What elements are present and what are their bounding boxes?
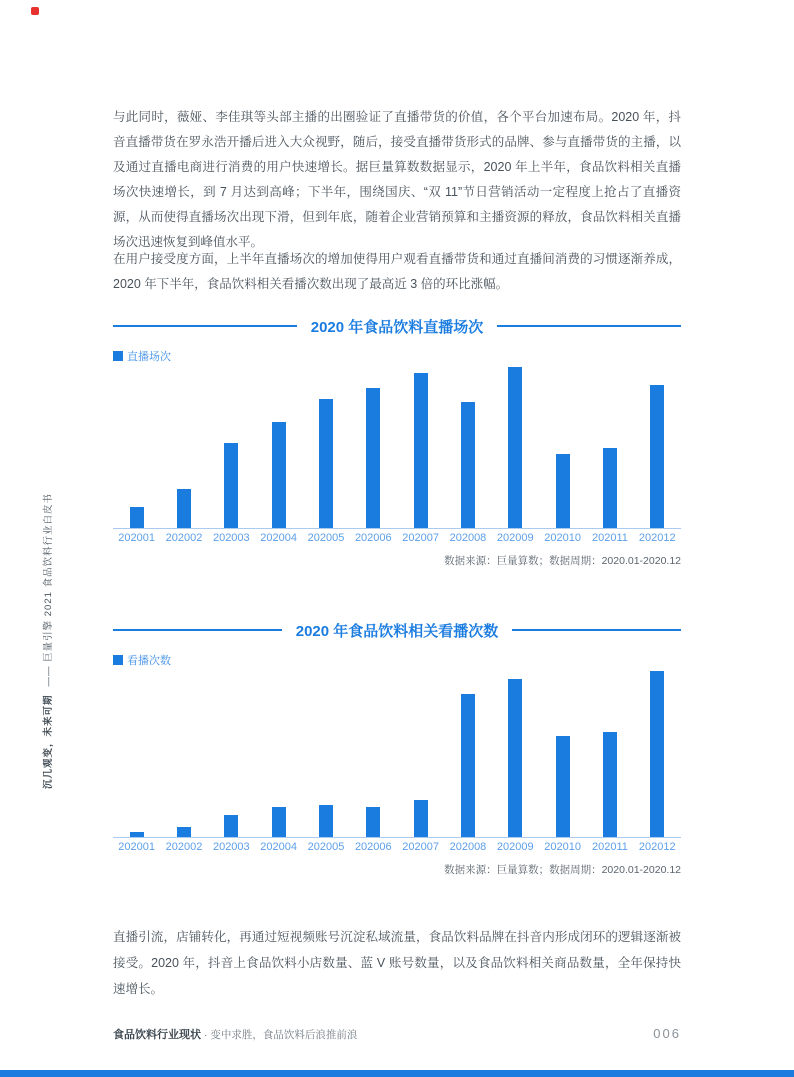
x-tick-label: 202002 bbox=[165, 841, 203, 853]
title-rule-right-icon bbox=[497, 325, 681, 327]
bar-202005 bbox=[319, 805, 333, 837]
chart-title-row bbox=[113, 620, 681, 640]
x-tick-label: 202008 bbox=[449, 532, 487, 544]
bar-202004 bbox=[272, 807, 286, 837]
x-tick-label: 202004 bbox=[260, 532, 297, 544]
bar-202012 bbox=[650, 385, 664, 528]
x-tick-label: 202011 bbox=[592, 532, 628, 544]
bar-column bbox=[586, 367, 633, 528]
bar-plot bbox=[113, 671, 681, 838]
bar-202002 bbox=[177, 489, 191, 528]
x-tick-label: 202008 bbox=[449, 841, 487, 853]
x-tick-label: 202006 bbox=[354, 841, 392, 853]
bar-column bbox=[634, 367, 681, 528]
bar-202007 bbox=[414, 373, 428, 528]
bar-column bbox=[255, 671, 302, 837]
bar-202007 bbox=[414, 800, 428, 837]
report-title: 沉几观变，未来可期 bbox=[43, 694, 54, 790]
x-tick-label: 202010 bbox=[544, 532, 581, 544]
bar-column bbox=[255, 367, 302, 528]
x-tick-label: 202009 bbox=[496, 532, 534, 544]
bar-202003 bbox=[224, 443, 238, 528]
brand-logo-mark bbox=[31, 7, 39, 15]
x-axis-labels bbox=[113, 841, 681, 853]
x-tick-label: 202010 bbox=[544, 841, 581, 853]
legend-label: 看播次数 bbox=[127, 654, 171, 667]
bar-column bbox=[634, 671, 681, 837]
bar-202008 bbox=[461, 402, 475, 528]
x-tick-label: 202006 bbox=[354, 532, 392, 544]
title-rule-left-icon bbox=[113, 629, 282, 631]
x-tick-label: 202007 bbox=[402, 841, 439, 853]
bar-column bbox=[113, 367, 160, 528]
bar-202006 bbox=[366, 807, 380, 837]
bar-202008 bbox=[461, 694, 475, 837]
legend-label: 直播场次 bbox=[127, 350, 171, 363]
bottom-accent-bar bbox=[0, 1070, 794, 1077]
bar-column bbox=[539, 671, 586, 837]
bar-column bbox=[302, 367, 349, 528]
body-paragraph-1: 与此同时，薇娅、李佳琪等头部主播的出圈验证了直播带货的价值，各个平台加速布局。2020 年，抖音直播带货在罗永浩开播后进入大众视野，随后，接受直播带货形式的品牌、参与直播带货的主播，以及通过直播电商进行消费的用户快速增长。据巨量算数数据显示，2020 年上半年，食品饮料相关直播场次快速增长，到 7 月达到高峰；下半年，围绕国庆、“双 11”节日营销活动一定程度上抢占了直播资源，从而使得直播场次出现下滑，但到年底，随着企业营销预算和主播资源的释放，食品饮料相关直播场次迅速恢复到峰值水平。 bbox=[113, 110, 681, 249]
bar-column bbox=[492, 367, 539, 528]
body-paragraph-2: 在用户接受度方面，上半年直播场次的增加使得用户观看直播带货和通过直播间消费的习惯逐渐养成，2020 年下半年，食品饮料相关看播次数出现了最高近 3 倍的环比涨幅。 bbox=[113, 252, 681, 291]
x-tick-label: 202004 bbox=[260, 841, 297, 853]
bar-202010 bbox=[556, 454, 570, 528]
x-tick-label: 202012 bbox=[638, 841, 676, 853]
x-tick-label: 202002 bbox=[165, 532, 203, 544]
chart-title-row bbox=[113, 316, 681, 336]
bar-202004 bbox=[272, 422, 286, 528]
x-tick-label: 202005 bbox=[307, 532, 345, 544]
bar-202003 bbox=[224, 815, 238, 837]
bar-column bbox=[397, 367, 444, 528]
bar-plot bbox=[113, 367, 681, 529]
x-tick-label: 202011 bbox=[592, 841, 628, 853]
bar-column bbox=[350, 367, 397, 528]
x-tick-label: 202012 bbox=[638, 532, 676, 544]
bar-202012 bbox=[650, 671, 664, 837]
x-tick-label: 202009 bbox=[496, 841, 534, 853]
title-rule-right-icon bbox=[512, 629, 681, 631]
bar-column bbox=[302, 671, 349, 837]
bar-202011 bbox=[603, 448, 617, 529]
page-footer bbox=[113, 1026, 681, 1042]
x-tick-label: 202005 bbox=[307, 841, 345, 853]
bar-column bbox=[208, 671, 255, 837]
x-tick-label: 202003 bbox=[212, 532, 250, 544]
bar-202009 bbox=[508, 367, 522, 528]
bar-column bbox=[208, 367, 255, 528]
x-tick-label: 202007 bbox=[402, 532, 439, 544]
report-subtitle: —— 巨量引擎 2021 食品饮料行业白皮书 bbox=[43, 492, 54, 687]
bar-202010 bbox=[556, 736, 570, 837]
x-tick-label: 202001 bbox=[118, 841, 156, 853]
chart-legend bbox=[113, 653, 681, 666]
bar-202011 bbox=[603, 732, 617, 837]
footer-section-title: 食品饮料行业现状 bbox=[113, 1029, 201, 1041]
chart-title: 2020 年食品饮料相关看播次数 bbox=[295, 622, 499, 640]
bar-column bbox=[160, 367, 207, 528]
footer-section-subtitle: · 变中求胜，食品饮料后浪推前浪 bbox=[203, 1029, 358, 1041]
x-tick-label: 202003 bbox=[212, 841, 250, 853]
footer-breadcrumb bbox=[113, 1026, 653, 1042]
bar-column bbox=[113, 671, 160, 837]
data-source-note: 数据来源：巨量算数；数据周期：2020.01-2020.12 bbox=[444, 555, 681, 567]
data-source-note: 数据来源：巨量算数；数据周期：2020.01-2020.12 bbox=[444, 864, 681, 876]
bar-202001 bbox=[130, 832, 144, 837]
chart-section-live-sessions bbox=[113, 316, 681, 568]
bar-202002 bbox=[177, 827, 191, 837]
bar-202005 bbox=[319, 399, 333, 528]
bar-column bbox=[586, 671, 633, 837]
bar-column bbox=[444, 367, 491, 528]
bar-column bbox=[492, 671, 539, 837]
page-number: 006 bbox=[653, 1026, 681, 1041]
body-paragraph-3: 直播引流，店铺转化，再通过短视频账号沉淀私域流量，食品饮料品牌在抖音内形成闭环的逻辑逐渐被接受。2020 年，抖音上食品饮料小店数量、蓝 V 账号数量，以及食品饮料相关商品数量，全年保持快速增长。 bbox=[113, 930, 681, 996]
bar-column bbox=[444, 671, 491, 837]
bar-202006 bbox=[366, 388, 380, 528]
title-rule-left-icon bbox=[113, 325, 297, 327]
bar-column bbox=[350, 671, 397, 837]
bar-column bbox=[539, 367, 586, 528]
x-tick-label: 202001 bbox=[118, 532, 156, 544]
chart-legend bbox=[113, 349, 681, 362]
legend-swatch-icon bbox=[113, 351, 123, 361]
legend-swatch-icon bbox=[113, 655, 123, 665]
bar-202009 bbox=[508, 679, 522, 837]
bar-column bbox=[160, 671, 207, 837]
x-axis-labels bbox=[113, 532, 681, 544]
chart-title: 2020 年食品饮料直播场次 bbox=[310, 318, 484, 336]
bar-column bbox=[397, 671, 444, 837]
chart-section-view-counts bbox=[113, 620, 681, 877]
bar-202001 bbox=[130, 507, 144, 528]
